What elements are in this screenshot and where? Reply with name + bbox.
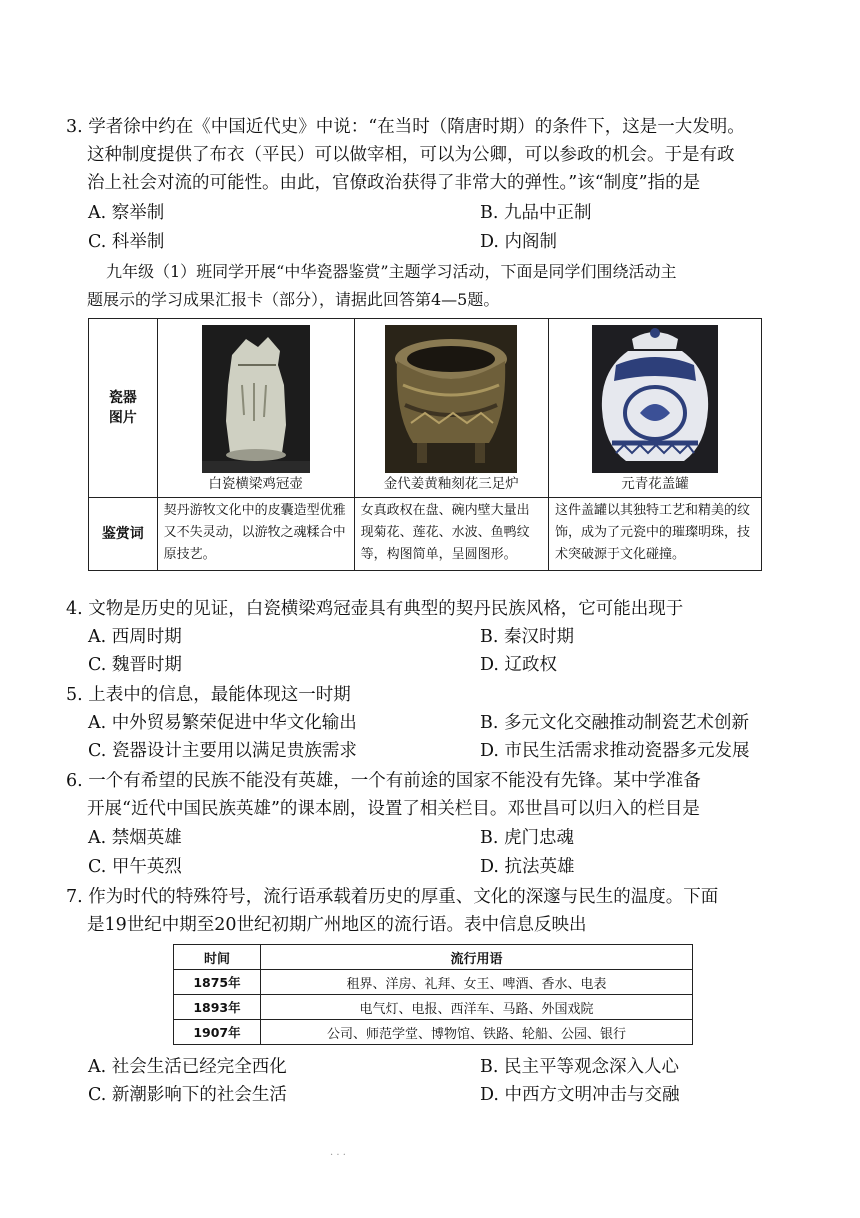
q6-option-d[interactable]: D. 抗法英雄 xyxy=(480,857,575,877)
q4-option-b[interactable]: B. 秦汉时期 xyxy=(480,627,574,647)
q3-option-c[interactable]: C. 科举制 xyxy=(88,232,165,252)
q6-option-c[interactable]: C. 甲午英烈 xyxy=(88,857,182,877)
slang-year: 1893年 xyxy=(174,995,261,1020)
q6-option-b[interactable]: B. 虎门忠魂 xyxy=(480,828,574,848)
q7-option-d[interactable]: D. 中西方文明冲击与交融 xyxy=(480,1085,680,1105)
q5-stem: 5. 上表中的信息，最能体现这一时期 xyxy=(66,685,351,705)
q3-stem-line2: 这种制度提供了布衣（平民）可以做宰相，可以为公卿，可以参政的机会。于是有政 xyxy=(87,145,735,165)
table-row xyxy=(174,1020,693,1045)
q3-option-a[interactable]: A. 察举制 xyxy=(88,203,165,223)
q5-option-c[interactable]: C. 瓷器设计主要用以满足贵族需求 xyxy=(88,741,357,761)
slang-terms: 公司、师范学堂、博物馆、铁路、轮船、公园、银行 xyxy=(261,1020,693,1045)
q7-stem-line2: 是19世纪中期至20世纪初期广州地区的流行语。表中信息反映出 xyxy=(87,915,587,935)
q5-option-b[interactable]: B. 多元文化交融推动制瓷艺术创新 xyxy=(480,713,749,733)
activity-intro-line1: 九年级（1）班同学开展“中华瓷器鉴赏”主题学习活动，下面是同学们围绕活动主 xyxy=(106,262,677,281)
scan-dots: · · · xyxy=(330,1150,346,1161)
blue-white-jar-image xyxy=(549,319,761,473)
activity-intro-line2: 题展示的学习成果汇报卡（部分），请据此回答第4—5题。 xyxy=(87,290,500,309)
porcelain-appreciation-3: 这件盖罐以其独特工艺和精美的纹饰，成为了元瓷中的璀璨明珠，技术突破源于文化碰撞。 xyxy=(548,498,761,571)
slang-header-time: 时间 xyxy=(174,945,261,970)
q3-option-b[interactable]: B. 九品中正制 xyxy=(480,203,592,223)
porcelain-cell-3 xyxy=(548,319,761,498)
q4-option-a[interactable]: A. 西周时期 xyxy=(88,627,182,647)
porcelain-table xyxy=(88,318,762,571)
q6-stem-line1: 6. 一个有希望的民族不能没有英雄，一个有前途的国家不能没有先锋。某中学准备 xyxy=(66,771,701,791)
q5-option-d[interactable]: D. 市民生活需求推动瓷器多元发展 xyxy=(480,741,750,761)
appreciation-header: 鉴赏词 xyxy=(89,498,158,571)
porcelain-image-header-label: 瓷器图片 xyxy=(108,390,137,426)
q3-stem-line3: 治上社会对流的可能性。由此，官僚政治获得了非常大的弹性。”该“制度”指的是 xyxy=(87,173,701,193)
q3-stem-line1: 3. 学者徐中约在《中国近代史》中说：“在当时（隋唐时期）的条件下，这是一大发明。 xyxy=(66,117,745,137)
slang-year: 1875年 xyxy=(174,970,261,995)
porcelain-caption-3: 元青花盖罐 xyxy=(621,476,689,492)
q5-option-a[interactable]: A. 中外贸易繁荣促进中华文化输出 xyxy=(88,713,357,733)
slang-terms: 电气灯、电报、西洋车、马路、外国戏院 xyxy=(261,995,693,1020)
slang-year: 1907年 xyxy=(174,1020,261,1045)
q6-stem-line2: 开展“近代中国民族英雄”的课本剧，设置了相关栏目。邓世昌可以归入的栏目是 xyxy=(87,799,700,819)
slang-header-terms: 流行用语 xyxy=(261,945,693,970)
q7-option-a[interactable]: A. 社会生活已经完全西化 xyxy=(88,1057,287,1077)
slang-table xyxy=(173,944,693,1045)
q6-option-a[interactable]: A. 禁烟英雄 xyxy=(88,828,182,848)
tripod-censer-image xyxy=(355,319,548,473)
porcelain-caption-1: 白瓷横梁鸡冠壶 xyxy=(208,476,303,492)
chicken-crown-pot-image xyxy=(158,319,354,473)
table-row xyxy=(174,970,693,995)
q7-stem-line1: 7. 作为时代的特殊符号，流行语承载着历史的厚重、文化的深邃与民生的温度。下面 xyxy=(66,887,719,907)
q3-option-d[interactable]: D. 内阁制 xyxy=(480,232,558,252)
porcelain-appreciation-1: 契丹游牧文化中的皮囊造型优雅又不失灵动，以游牧之魂糅合中原技艺。 xyxy=(157,498,354,571)
q7-option-c[interactable]: C. 新潮影响下的社会生活 xyxy=(88,1085,287,1105)
slang-terms: 租界、洋房、礼拜、女王、啤酒、香水、电表 xyxy=(261,970,693,995)
porcelain-caption-2: 金代姜黄釉刻花三足炉 xyxy=(383,476,519,492)
q4-stem: 4. 文物是历史的见证，白瓷横梁鸡冠壶具有典型的契丹民族风格，它可能出现于 xyxy=(66,599,684,619)
q4-option-d[interactable]: D. 辽政权 xyxy=(480,655,558,675)
q4-option-c[interactable]: C. 魏晋时期 xyxy=(88,655,182,675)
porcelain-appreciation-2: 女真政权在盘、碗内壁大量出现菊花、莲花、水波、鱼鸭纹等，构图简单，呈圆图形。 xyxy=(354,498,548,571)
porcelain-image-header xyxy=(89,319,158,498)
table-row xyxy=(174,995,693,1020)
porcelain-cell-2 xyxy=(354,319,548,498)
q7-option-b[interactable]: B. 民主平等观念深入人心 xyxy=(480,1057,679,1077)
porcelain-cell-1 xyxy=(157,319,354,498)
